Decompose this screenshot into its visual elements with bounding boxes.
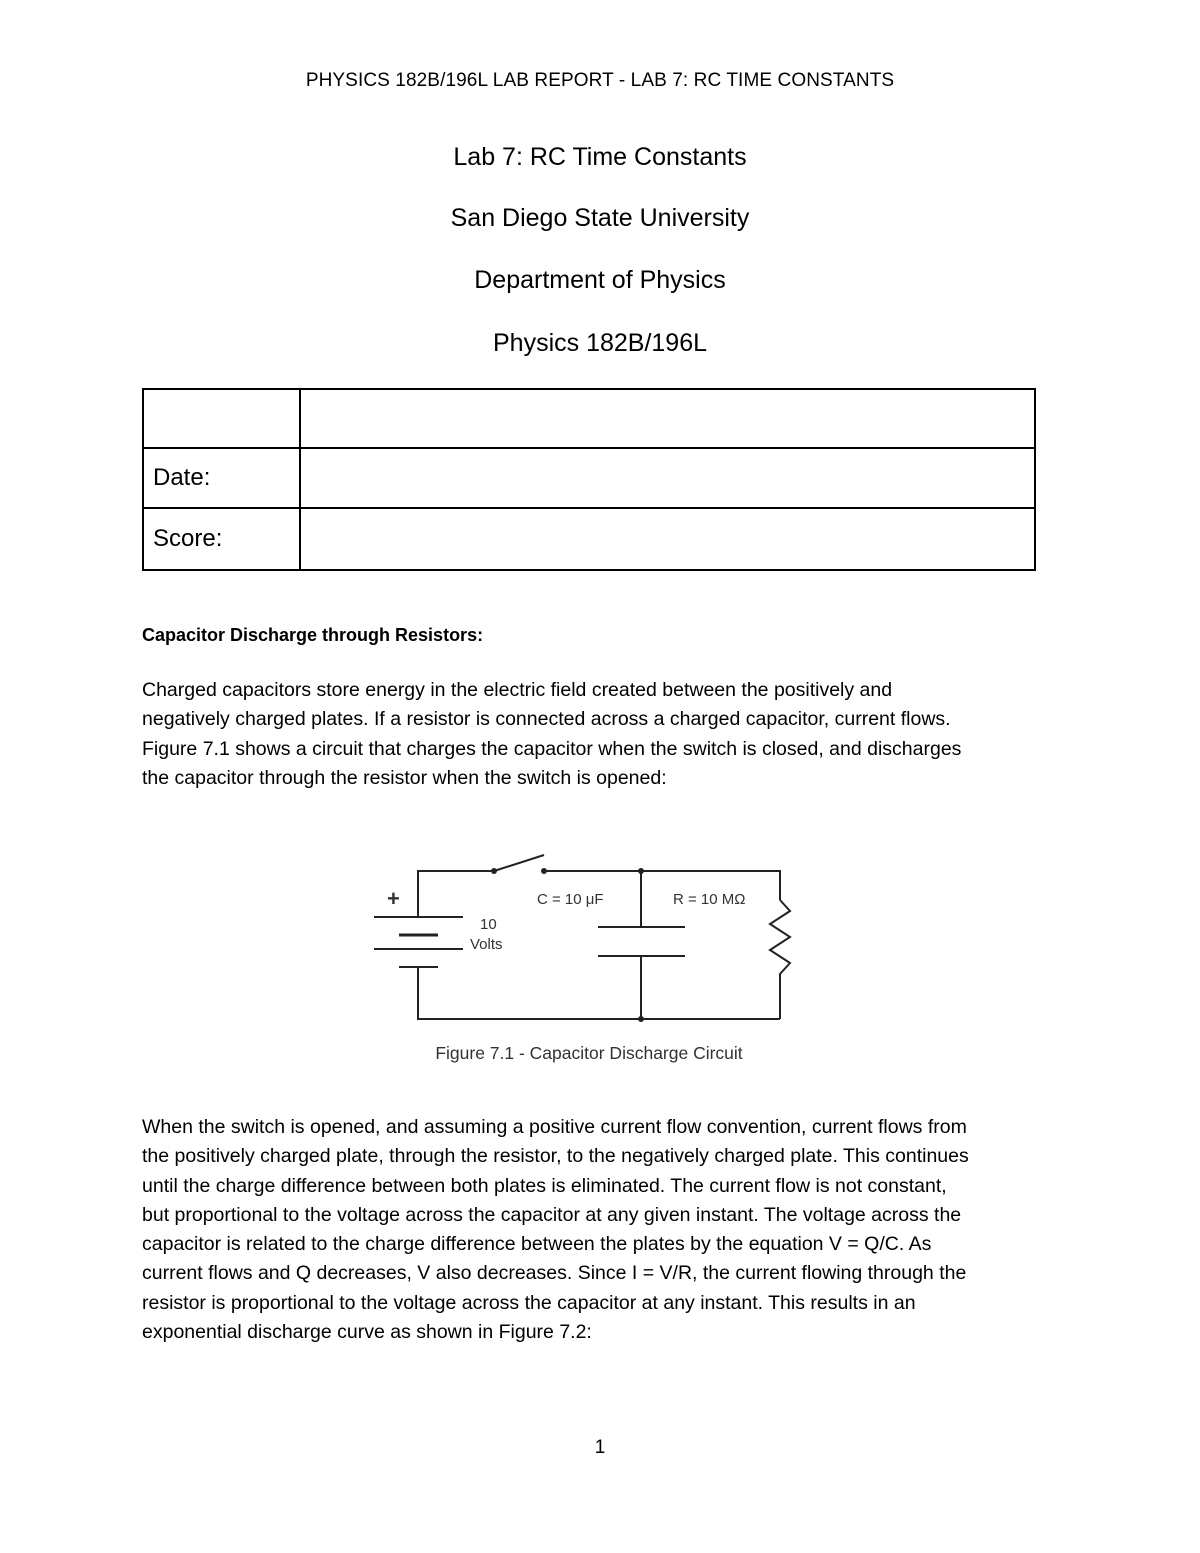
info-label [143, 389, 300, 448]
paragraph-line: Charged capacitors store energy in the electric field created between the positively and [142, 679, 893, 701]
info-value-field[interactable] [300, 389, 1035, 448]
date-label: Date: [143, 448, 300, 508]
paragraph-intro [142, 676, 1072, 793]
lab-title: Lab 7: RC Time Constants [453, 143, 747, 171]
switch-contact-right [541, 868, 547, 874]
wire-top-left [418, 871, 494, 917]
page-number: 1 [594, 1437, 606, 1458]
circuit-diagram [360, 840, 810, 1030]
paragraph-line: negatively charged plates. If a resistor is connected across a charged capacitor, current flows. [142, 708, 951, 731]
switch-contact-left [491, 868, 497, 874]
figure-caption: Figure 7.1 - Capacitor Discharge Circuit [435, 1043, 743, 1063]
paragraph-line: but proportional to the voltage across the capacitor at any given instant. The voltage across the [142, 1203, 962, 1226]
paragraph-line: current flows and Q decreases, V also decreases. Since I = V/R, the current flowing through the [142, 1262, 967, 1285]
voltage-value-label: 10 [480, 916, 497, 933]
paragraph-line: until the charge difference between both plates is eliminated. The current flow is not constant, [142, 1174, 947, 1197]
paragraph-line: resistor is proportional to the voltage across the capacitor at any instant. This results in an [142, 1291, 916, 1314]
paragraph-line: Figure 7.1 shows a circuit that charges the capacitor when the switch is closed, and discharges [142, 737, 962, 760]
paragraph-line: the positively charged plate, through the resistor, to the negatively charged plate. This continues [142, 1145, 969, 1168]
junction-bottom [638, 1016, 644, 1022]
resistor-label: R = 10 MΩ [673, 891, 746, 908]
resistor-zigzag [770, 900, 790, 1019]
info-row-score [143, 508, 1035, 570]
capacitor-label: C = 10 μF [537, 891, 604, 908]
section-heading: Capacitor Discharge through Resistors: [142, 625, 484, 645]
score-label: Score: [143, 508, 300, 570]
info-table [142, 388, 1036, 571]
wire-bottom [418, 967, 780, 1019]
date-value-field[interactable] [300, 448, 1035, 508]
battery-plus-sign: + [387, 886, 400, 911]
paragraph-line: the capacitor through the resistor when the switch is opened: [142, 766, 667, 789]
paragraph-discharge [142, 1113, 1072, 1347]
score-value-field[interactable] [300, 508, 1035, 570]
university-name: San Diego State University [450, 204, 750, 232]
info-row-name [143, 389, 1035, 448]
junction-top [638, 868, 644, 874]
switch-lever [494, 855, 544, 871]
voltage-unit-label: Volts [470, 936, 503, 953]
running-header: PHYSICS 182B/196L LAB REPORT - LAB 7: RC TIME CONSTANTS [305, 70, 895, 91]
department-name: Department of Physics [474, 266, 726, 294]
paragraph-line: When the switch is opened, and assuming a positive current flow convention, current flows from [142, 1116, 967, 1138]
paragraph-line: capacitor is related to the charge difference between the plates by the equation V = Q/C. As [142, 1233, 932, 1256]
course-name: Physics 182B/196L [492, 329, 708, 357]
info-row-date [143, 448, 1035, 508]
paragraph-line: exponential discharge curve as shown in Figure 7.2: [142, 1321, 592, 1344]
